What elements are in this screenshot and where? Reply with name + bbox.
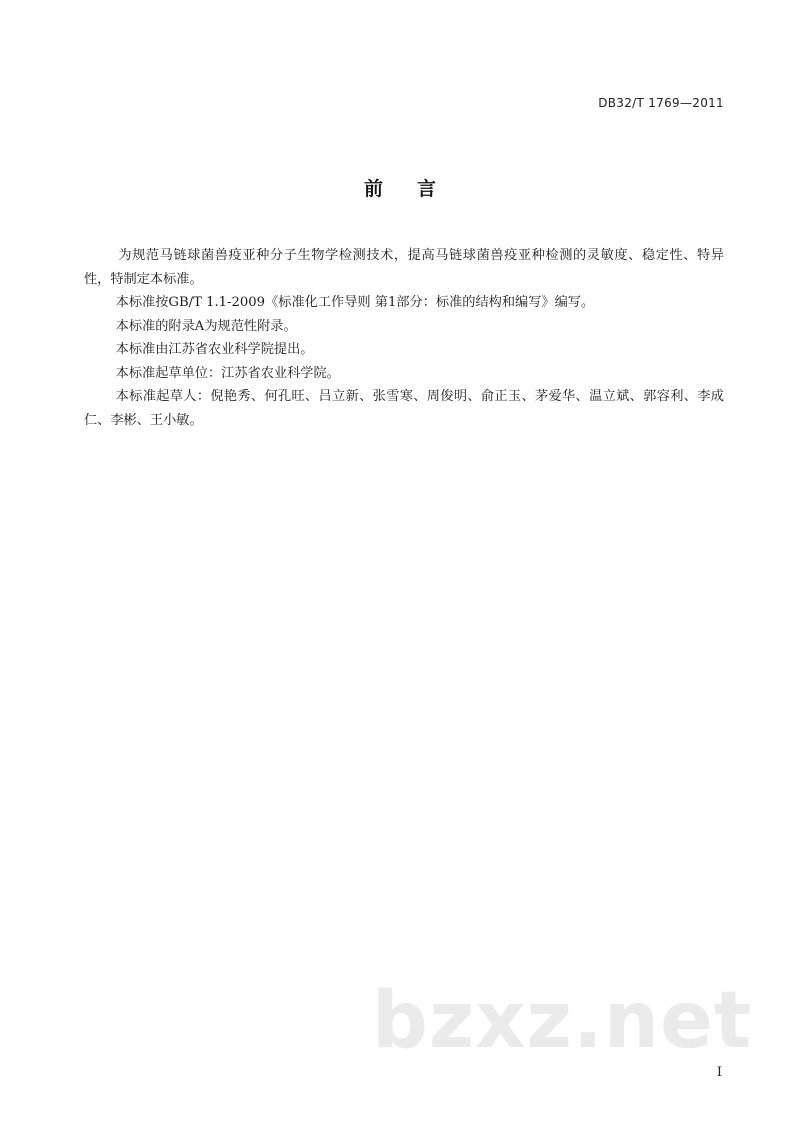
watermark-logo: bzxz.net — [372, 976, 753, 1066]
paragraph-purpose: 为规范马链球菌兽疫亚种分子生物学检测技术，提高马链球菌兽疫亚种检测的灵敏度、稳定性、特异性，特制定本标准。 — [84, 248, 724, 287]
page-title-char-2: 言 — [417, 178, 437, 200]
paragraph-drafting-rules: 本标准按GB/T 1.1-2009《标准化工作导则 第1部分：标准的结构和编写》编写。 — [115, 295, 595, 310]
foreword-body — [84, 244, 724, 432]
page-number: I — [716, 1065, 722, 1080]
paragraph-appendix: 本标准的附录A为规范性附录。 — [115, 318, 297, 334]
paragraph-drafters: 本标准起草人：倪艳秀、何孔旺、吕立新、张雪寒、周俊明、俞正玉、茅爱华、温立斌、郭容利、李成仁、李彬、王小敏。 — [84, 389, 724, 428]
page-title — [0, 174, 800, 201]
page-title-char-1: 前 — [363, 178, 383, 200]
paragraph-proposer: 本标准由江苏省农业科学院提出。 — [115, 342, 314, 357]
paragraph-drafting-unit: 本标准起草单位：江苏省农业科学院。 — [115, 365, 340, 381]
standard-code: DB32/T 1769—2011 — [598, 96, 724, 110]
